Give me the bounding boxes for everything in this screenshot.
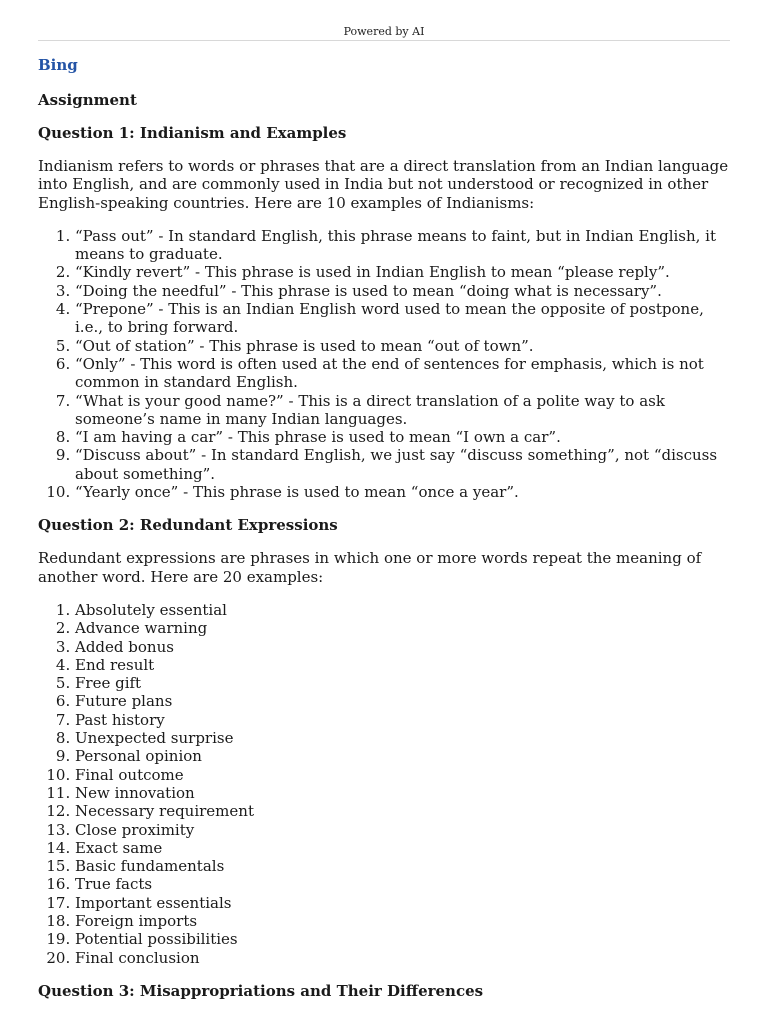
question-3-heading: Question 3: Misappropriations and Their Differences bbox=[38, 981, 484, 1000]
list-item: 10. Final outcome bbox=[75, 766, 732, 784]
list-item: 6. Future plans bbox=[75, 692, 732, 710]
list-item: 2. “Kindly revert” - This phrase is used in Indian English to mean “please reply”. bbox=[75, 263, 732, 281]
question-2-heading: Question 2: Redundant Expressions bbox=[38, 516, 338, 535]
list-item: 4. “Prepone” - This is an Indian English word used to mean the opposite of postpone, i.e., to bring forward. bbox=[75, 300, 732, 337]
document-title: Assignment bbox=[38, 91, 137, 109]
list-item: 13. Close proximity bbox=[75, 821, 732, 839]
list-item: 17. Important essentials bbox=[75, 894, 732, 912]
list-item: 8. Unexpected surprise bbox=[75, 729, 732, 747]
list-item: 7. Past history bbox=[75, 711, 732, 729]
list-item: 20. Final conclusion bbox=[75, 949, 732, 967]
question-1-heading: Question 1: Indianism and Examples bbox=[38, 124, 347, 142]
list-item: 3. Added bonus bbox=[75, 638, 732, 656]
list-item: 3. “Doing the needful” - This phrase is used to mean “doing what is necessary”. bbox=[75, 282, 732, 300]
list-item: 18. Foreign imports bbox=[75, 912, 732, 930]
list-item: 12. Necessary requirement bbox=[75, 802, 732, 820]
redundant-expressions-list bbox=[38, 601, 732, 967]
list-item: 9. “Discuss about” - In standard English, we just say “discuss something”, not “discuss about something”. bbox=[75, 446, 732, 483]
list-item: 8. “I am having a car” - This phrase is used to mean “I own a car”. bbox=[75, 428, 732, 446]
list-item: 14. Exact same bbox=[75, 839, 732, 857]
list-item: 7. “What is your good name?” - This is a direct translation of a polite way to ask someone’s name in many Indian languages. bbox=[75, 392, 732, 429]
list-item: 5. Free gift bbox=[75, 674, 732, 692]
powered-by-label: Powered by AI bbox=[343, 25, 425, 38]
list-item: 2. Advance warning bbox=[75, 619, 732, 637]
list-item: 16. True facts bbox=[75, 875, 732, 893]
indianism-list bbox=[38, 227, 732, 501]
list-item: 9. Personal opinion bbox=[75, 747, 732, 765]
question-2-intro: Redundant expressions are phrases in which one or more words repeat the meaning of another word. Here are 20 examples: bbox=[38, 549, 702, 586]
list-item: 1. Absolutely essential bbox=[75, 601, 732, 619]
list-item: 6. “Only” - This word is often used at the end of sentences for emphasis, which is not common in standard English. bbox=[75, 355, 732, 392]
document-body bbox=[38, 56, 732, 1000]
list-item: 4. End result bbox=[75, 656, 732, 674]
list-item: 1. “Pass out” - In standard English, this phrase means to faint, but in Indian English, it means to graduate. bbox=[75, 227, 732, 264]
list-item: 19. Potential possibilities bbox=[75, 930, 732, 948]
brand-link[interactable]: Bing bbox=[38, 56, 78, 74]
list-item: 5. “Out of station” - This phrase is used to mean “out of town”. bbox=[75, 337, 732, 355]
list-item: 10. “Yearly once” - This phrase is used to mean “once a year”. bbox=[75, 483, 732, 501]
question-1-intro: Indianism refers to words or phrases that are a direct translation from an Indian language into English, and are commonly used in India but not understood or recognized in other English-speaking countries. Here are 10 examples of Indianisms: bbox=[38, 157, 729, 212]
page-header bbox=[38, 24, 730, 41]
list-item: 15. Basic fundamentals bbox=[75, 857, 732, 875]
list-item: 11. New innovation bbox=[75, 784, 732, 802]
